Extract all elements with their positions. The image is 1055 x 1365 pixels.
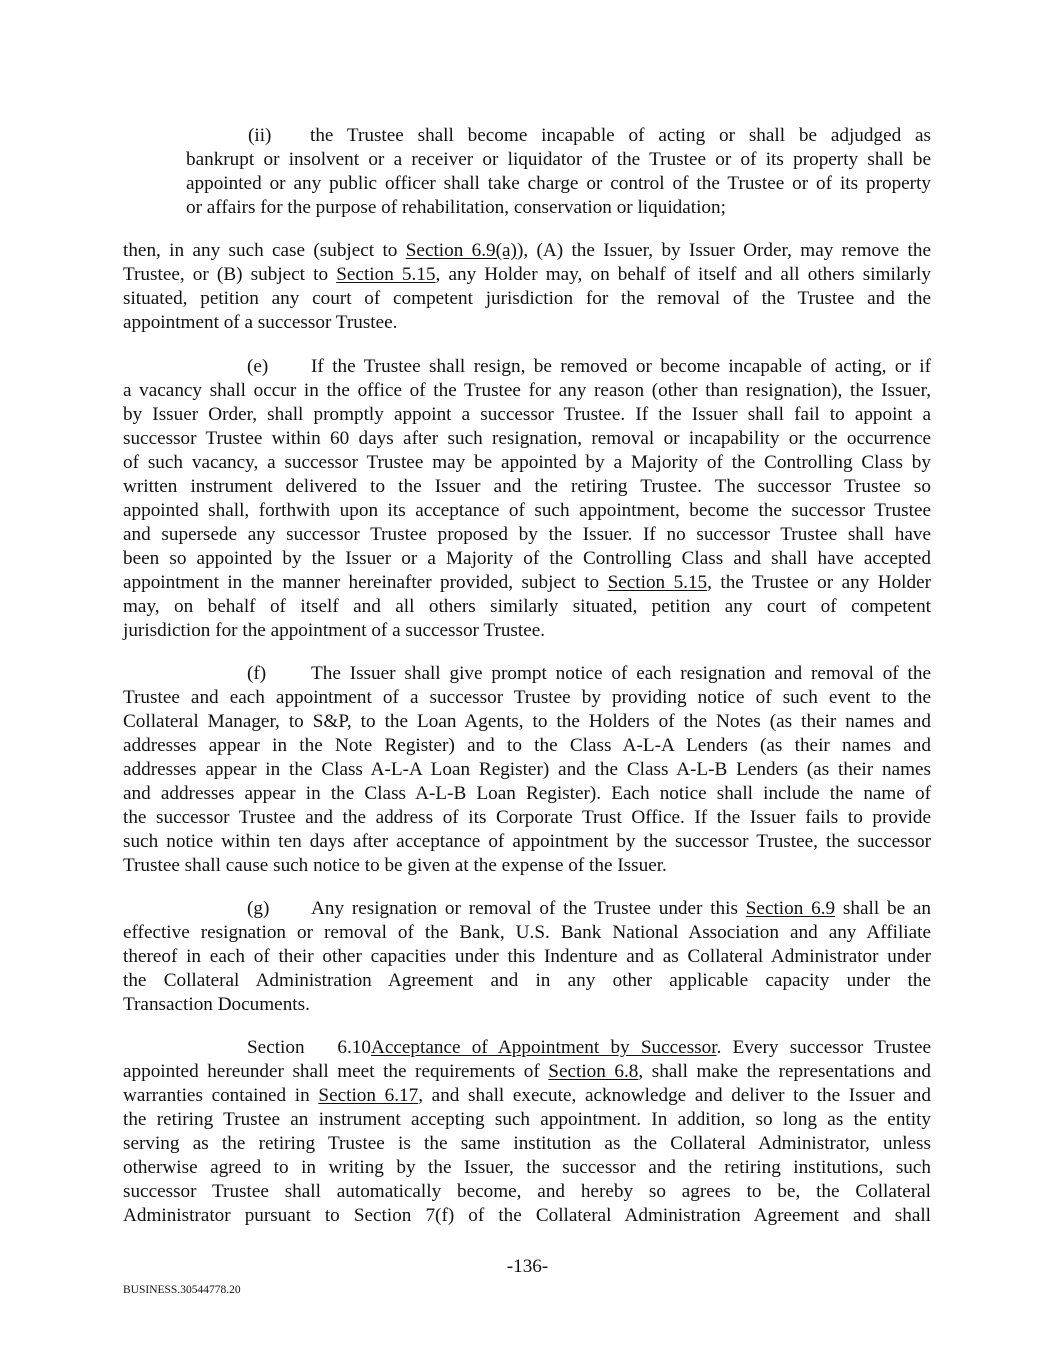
document-id: BUSINESS.30544778.20: [123, 1284, 241, 1296]
paragraph-e: (e) If the Trustee shall resign, be removed or become incapable of acting, or if a vacancy shall occur in the office of the Trustee for any reason (other than resignation), the Issuer, by Issuer Order, shall promptly appoint a successor Trustee. If the Issuer shall fail to appoint a successor Trustee within 60 days after such resignation, removal or incapability or the occurrence of such vacancy, a successor Trustee may be appointed by a Majority of the Controlling Class by written instrument delivered to the Issuer and the retiring Trustee. The successor Trustee so appointed shall, forthwith upon its acceptance of such appointment, become the successor Trustee and supersede any successor Trustee proposed by the Issuer. If no successor Trustee shall have been so appointed by the Issuer or a Majority of the Controlling Class and shall have accepted appointment in the manner hereinafter provided, subject to Section 5.15, the Trustee or any Holder may, on behalf of itself and all others similarly situated, petition any court of competent jurisdiction for the appointment of a successor Trustee.: [123, 356, 932, 641]
section-link[interactable]: Section 6.9(a): [405, 240, 517, 261]
section-link[interactable]: Section 5.15: [607, 572, 708, 593]
section-link[interactable]: Section 5.15: [336, 264, 436, 285]
item-label: (e): [247, 356, 269, 377]
paragraph-g: (g) Any resignation or removal of the Trustee under this Section 6.9 shall be an effective resignation or removal of the Bank, U.S. Bank National Association and any Affiliate thereof in each of their other capacities under this Indenture and as Collateral Administrator under the Collateral Administration Agreement and in any other applicable capacity under the Transaction Documents.: [123, 898, 932, 1015]
page-number: -136-: [506, 1256, 549, 1277]
section-link[interactable]: Section 6.8: [548, 1061, 639, 1082]
item-label: (g): [247, 898, 270, 919]
paragraph-ii: (ii) the Trustee shall become incapable of acting or shall be adjudged as bankrupt or insolvent or a receiver or liquidator of the Trustee or of its property shall be appointed or any public officer shall take charge or control of the Trustee or of its property or affairs for the purpose of rehabilitation, conservation or liquidation;: [186, 125, 931, 218]
section-link[interactable]: Section 6.17: [318, 1085, 419, 1106]
section-heading-title: Acceptance of Appointment by Successor: [371, 1037, 717, 1058]
section-heading-number: Section 6.10: [247, 1037, 371, 1058]
section-link[interactable]: Section 6.9: [745, 898, 836, 919]
item-label: (ii): [248, 125, 272, 146]
section-6-10: Section 6.10Acceptance of Appointment by Successor. Every successor Trustee appointed hereunder shall meet the requirements of Section 6.8, shall make the representations and warranties contained in Section 6.17, and shall execute, acknowledge and deliver to the Issuer and the retiring Trustee an instrument accepting such appointment. In addition, so long as the entity serving as the retiring Trustee is the same institution as the Collateral Administrator, unless otherwise agreed to in writing by the Issuer, the successor and the retiring institutions, such successor Trustee shall automatically become, and hereby so agrees to be, the Collateral Administrator pursuant to Section 7(f) of the Collateral Administration Agreement and shall: [123, 1037, 931, 1226]
paragraph-then: then, in any such case (subject to Section 6.9(a)), (A) the Issuer, by Issuer Order, may remove the Trustee, or (B) subject to Section 5.15, any Holder may, on behalf of itself and all others similarly situated, petition any court of competent jurisdiction for the removal of the Trustee and the appointment of a successor Trustee.: [123, 240, 931, 333]
item-label: (f): [247, 663, 267, 684]
paragraph-f: (f) The Issuer shall give prompt notice of each resignation and removal of the Trustee and each appointment of a successor Trustee by providing notice of such event to the Collateral Manager, to S&P, to the Loan Agents, to the Holders of the Notes (as their names and addresses appear in the Note Register) and to the Class A-L-A Lenders (as their names and addresses appear in the Class A-L-A Loan Register) and the Class A-L-B Lenders (as their names and addresses appear in the Class A-L-B Loan Register). Each notice shall include the name of the successor Trustee and the address of its Corporate Trust Office. If the Issuer fails to provide such notice within ten days after acceptance of appointment by the successor Trustee, the successor Trustee shall cause such notice to be given at the expense of the Issuer.: [123, 663, 931, 876]
